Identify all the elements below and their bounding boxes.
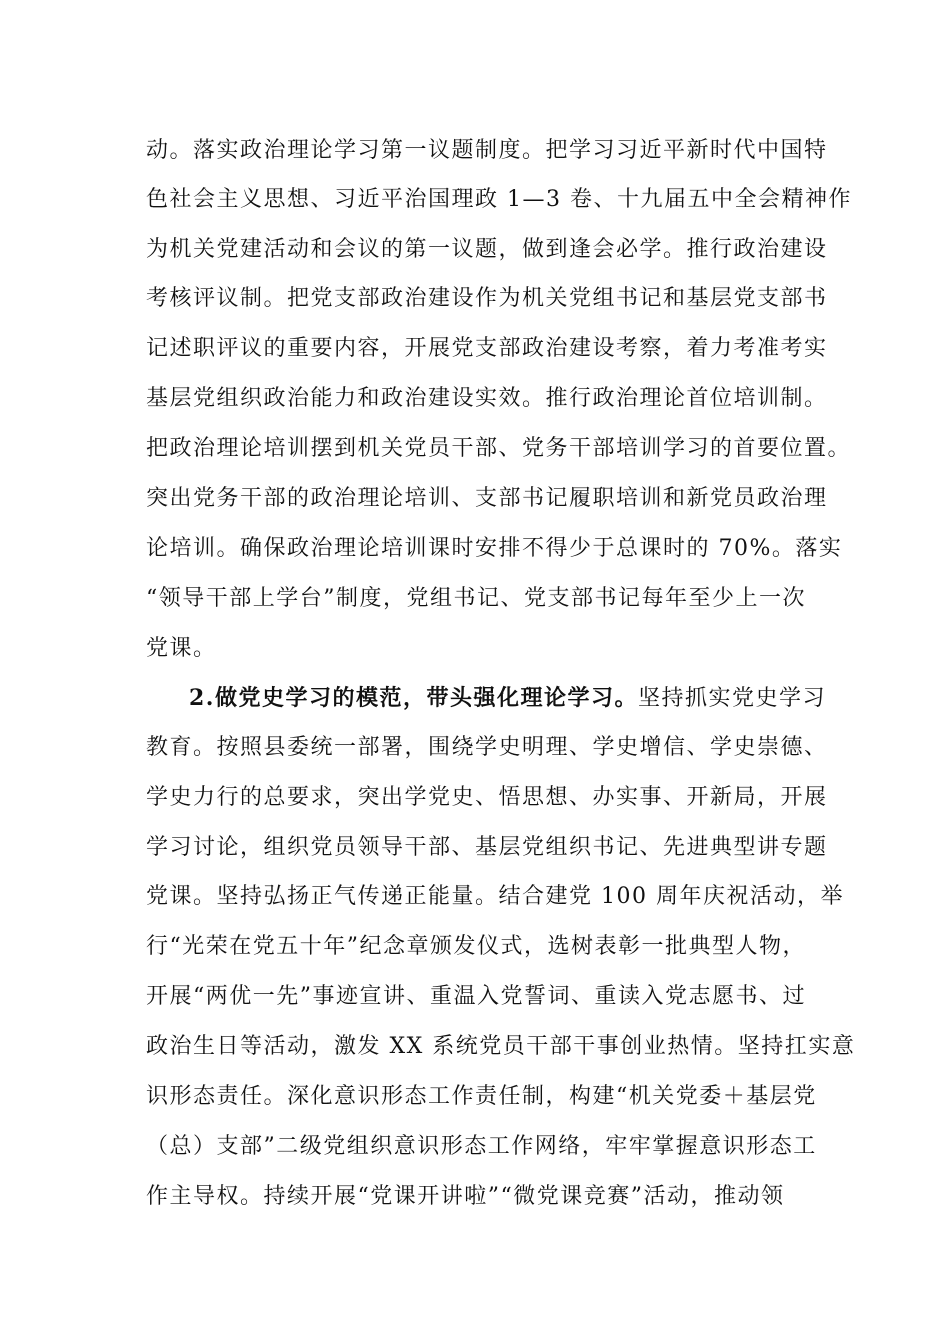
paragraph2-first-line-rest: 坚持抓实党史学习 bbox=[637, 686, 826, 711]
paragraph1-line-6: 基层党组织政治能力和政治建设实效。推行政治理论首位培训制。 bbox=[146, 386, 828, 411]
paragraph2-heading: 2.做党史学习的模范，带头强化理论学习。 bbox=[189, 685, 638, 711]
paragraph2-line-9: 识形态责任。深化意识形态工作责任制，构建“机关党委＋基层党 bbox=[146, 1084, 817, 1109]
paragraph2-line-5: 党课。坚持弘扬正气传递正能量。结合建党 100 周年庆祝活动，举 bbox=[146, 884, 844, 909]
paragraph1-line-10: “领导干部上学台”制度，党组书记、党支部书记每年至少上一次 bbox=[146, 586, 806, 611]
paragraph1-line-8: 突出党务干部的政治理论培训、支部书记履职培训和新党员政治理 bbox=[146, 486, 828, 511]
paragraph2-line-10: （总）支部”二级党组织意识形态工作网络，牢牢掌握意识形态工 bbox=[146, 1134, 817, 1159]
paragraph1-line-4: 考核评议制。把党支部政治建设作为机关党组书记和基层党支部书 bbox=[146, 286, 828, 311]
paragraph2-line-2: 教育。按照县委统一部署，围绕学史明理、学史增信、学史崇德、 bbox=[146, 735, 828, 760]
paragraph1-line-11: 党课。 bbox=[146, 636, 217, 661]
paragraph1-line-3: 为机关党建活动和会议的第一议题，做到逢会必学。推行政治建设 bbox=[146, 237, 828, 262]
paragraph2-line-3: 学史力行的总要求，突出学党史、悟思想、办实事、开新局，开展 bbox=[146, 785, 828, 810]
paragraph2-line-8: 政治生日等活动，激发 XX 系统党员干部干事创业热情。坚持扛实意 bbox=[146, 1034, 856, 1059]
paragraph1-line-7: 把政治理论培训摆到机关党员干部、党务干部培训学习的首要位置。 bbox=[146, 436, 852, 461]
paragraph1-line-1: 动。落实政治理论学习第一议题制度。把学习习近平新时代中国特 bbox=[146, 138, 828, 163]
paragraph1-line-5: 记述职评议的重要内容，开展党支部政治建设考察，着力考准考实 bbox=[146, 336, 828, 361]
paragraph1-line-2: 色社会主义思想、习近平治国理政 1—3 卷、十九届五中全会精神作 bbox=[146, 187, 852, 212]
paragraph2-line-7: 开展“两优一先”事迹宣讲、重温入党誓词、重读入党志愿书、过 bbox=[146, 984, 806, 1009]
paragraph2-line-4: 学习讨论，组织党员领导干部、基层党组织书记、先进典型讲专题 bbox=[146, 835, 828, 860]
paragraph2-first-line bbox=[189, 684, 829, 713]
paragraph2-line-6: 行“光荣在党五十年”纪念章颁发仪式，选树表彰一批典型人物， bbox=[146, 934, 806, 959]
paragraph2-line-11: 作主导权。持续开展“党课开讲啦”“微党课竞赛”活动，推动领 bbox=[146, 1184, 785, 1209]
paragraph1-line-9: 论培训。确保政治理论培训课时安排不得少于总课时的 70%。落实 bbox=[146, 536, 843, 561]
